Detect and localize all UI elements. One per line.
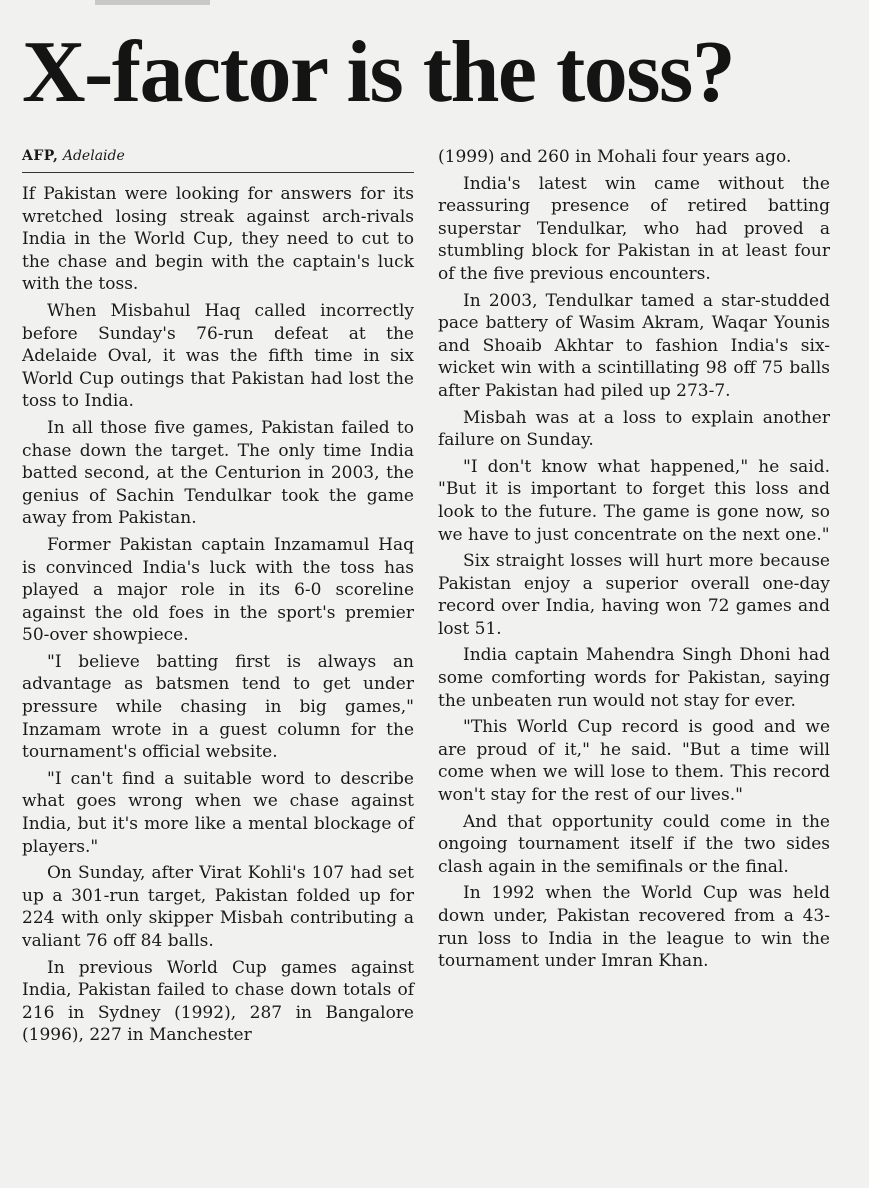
paragraph: "This World Cup record is good and we are proud of it," he said. "But a time will come when we will lose to them. This record won't stay for the rest of our lives." (438, 717, 830, 806)
top-decorative-rule (95, 0, 210, 5)
article-column-right (438, 146, 830, 977)
paragraph: India's latest win came without the reassuring presence of retired batting superstar Tendulkar, who had proved a stumbling block for Pakistan in at least four of the five previous encounters. (438, 173, 830, 284)
paragraph: India captain Mahendra Singh Dhoni had some comforting words for Pakistan, saying the unbeaten run would not stay for ever. (438, 645, 830, 711)
paragraph: Six straight losses will hurt more because Pakistan enjoy a superior overall one-day record over India, having won 72 games and lost 51. (438, 551, 830, 639)
paragraph: "I don't know what happened," he said. "But it is important to forget this loss and look to the future. The game is gone now, so we have to just concentrate on the next one." (438, 456, 830, 545)
paragraph: "I believe batting first is always an advantage as batsmen tend to get under pressure while chasing in big games," Inzamam wrote in a guest column for the tournament's official website. (22, 651, 414, 763)
paragraph: Former Pakistan captain Inzamamul Haq is convinced India's luck with the toss has played a major role in its 6-0 scoreline against the old foes in the sport's premier 50-over showpiece. (22, 534, 414, 646)
paragraph-continuation: (1999) and 260 in Mohali four years ago. (438, 147, 792, 167)
byline-location: Adelaide (62, 148, 125, 164)
paragraph: On Sunday, after Virat Kohli's 107 had set up a 301-run target, Pakistan folded up for 224 with only skipper Misbah contributing a valiant 76 off 84 balls. (22, 863, 414, 951)
paragraph: In 2003, Tendulkar tamed a star-studded pace battery of Wasim Akram, Waqar Younis and Shoaib Akhtar to fashion India's six-wicket win with a scintillating 98 off 75 balls after Pakistan had piled up 273-7. (438, 290, 830, 401)
paragraph: "I can't find a suitable word to describe what goes wrong when we chase against India, but it's more like a mental blockage of players." (22, 768, 414, 857)
paragraph: If Pakistan were looking for answers for its wretched losing streak against arch-rivals India in the World Cup, they need to cut to the chase and begin with the captain's luck with the toss. (22, 184, 414, 295)
paragraph: And that opportunity could come in the ongoing tournament itself if the two sides clash again in the semifinals or the final. (438, 811, 830, 877)
paragraph: In previous World Cup games against India, Pakistan failed to chase down totals of 216 in Sydney (1992), 287 in Bangalore (1996), 227 in Manchester (22, 957, 414, 1046)
paragraph: Misbah was at a loss to explain another failure on Sunday. (438, 407, 830, 451)
paragraph: In 1992 when the World Cup was held down under, Pakistan recovered from a 43-run loss to India in the league to win the tournament under Imran Khan. (438, 883, 830, 972)
byline-agency: AFP, (22, 148, 59, 164)
headline: X-factor is the toss? (22, 24, 735, 121)
paragraph: In all those five games, Pakistan failed to chase down the target. The only time India batted second, at the Centurion in 2003, the genius of Sachin Tendulkar took the game away from Pakistan. (22, 417, 414, 529)
paragraph: When Misbahul Haq called incorrectly before Sunday's 76-run defeat at the Adelaide Oval, it was the fifth time in six World Cup outings that Pakistan had lost the toss to India. (22, 300, 414, 412)
byline (22, 146, 414, 173)
article-column-left (22, 146, 414, 1051)
